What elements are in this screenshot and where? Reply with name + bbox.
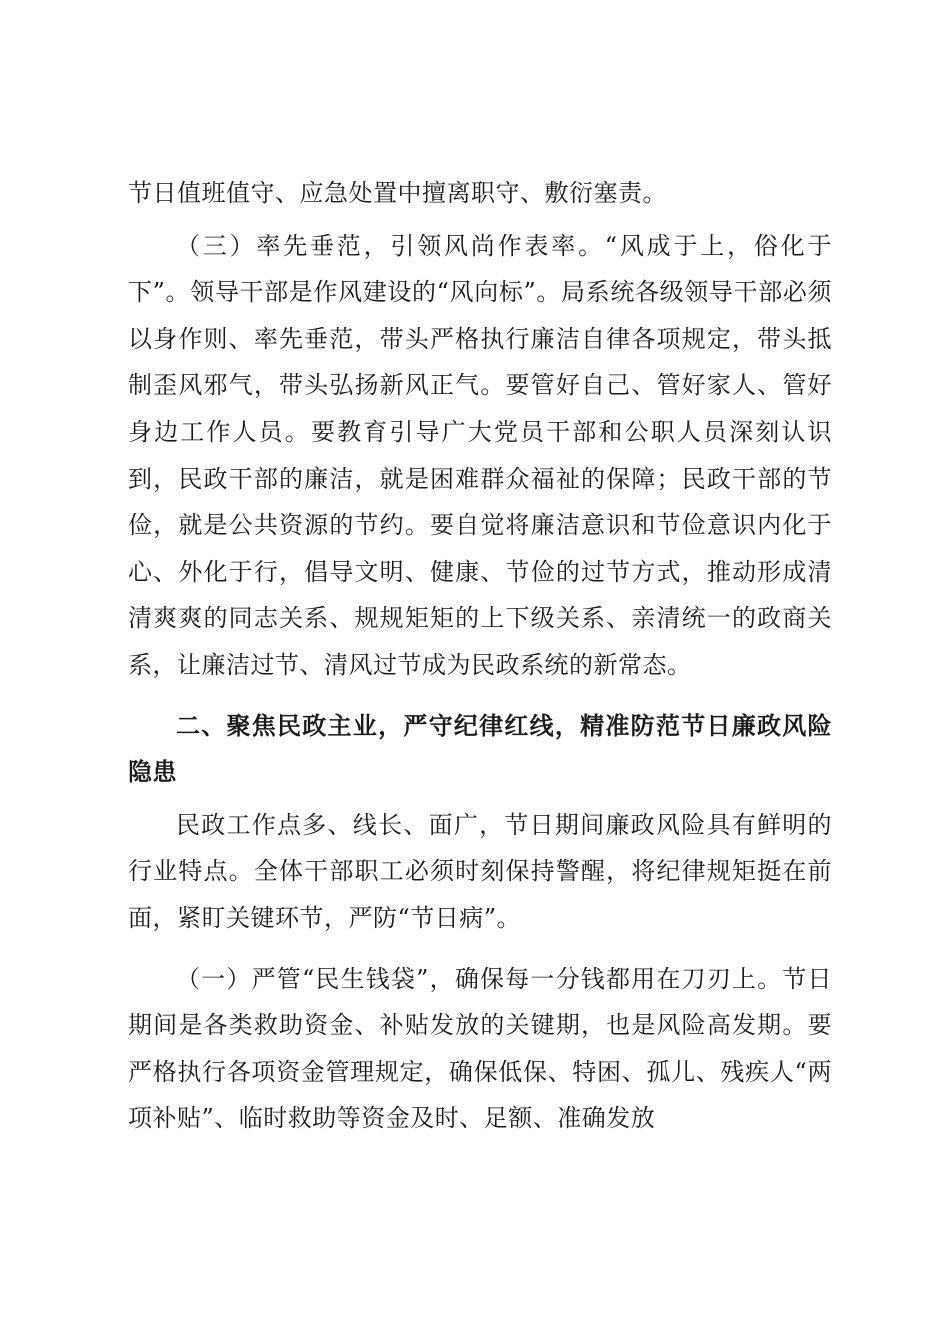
paragraph-risk-overview: 民政工作点多、线长、面广，节日期间廉政风险具有鲜明的行业特点。全体干部职工必须时刻保持警醒，将纪律规矩挺在前面，紧盯关键环节，严防“节日病”。 [128,810,832,932]
paragraph-fund-management: （一）严管“民生钱袋”，确保每一分钱都用在刀刃上。节日期间是各类救助资金、补贴发放的关键期，也是风险高发期。要严格执行各项资金管理规定，确保低保、特困、孤儿、残疾人“两项补贴”、临时救助等资金及时、足额、准确发放 [128,964,832,1133]
paragraph-lead-by-example: （三）率先垂范，引领风尚作表率。“风成于上，俗化于下”。领导干部是作风建设的“风向标”。局系统各级领导干部必须以身作则、率先垂范，带头严格执行廉洁自律各项规定，带头抵制歪风邪气，带头弘扬新风正气。要管好自己、管好家人、管好身边工作人员。要教育引导广大党员干部和公职人员深刻认识到，民政干部的廉洁，就是困难群众福祉的保障；民政干部的节俭，就是公共资源的节约。要自觉将廉洁意识和节俭意识内化于心、外化于行，倡导文明、健康、节俭的过节方式，推动形成清清爽爽的同志关系、规规矩矩的上下级关系、亲清统一的政商关系，让廉洁过节、清风过节成为民政系统的新常态。 [128,231,832,679]
document-page [128,170,832,1142]
paragraph-duty-continuation: 节日值班值守、应急处置中擅离职守、敷衍塞责。 [128,179,667,207]
section-heading-two: 二、聚焦民政主业，严守纪律红线，精准防范节日廉政风险隐患 [128,711,832,787]
